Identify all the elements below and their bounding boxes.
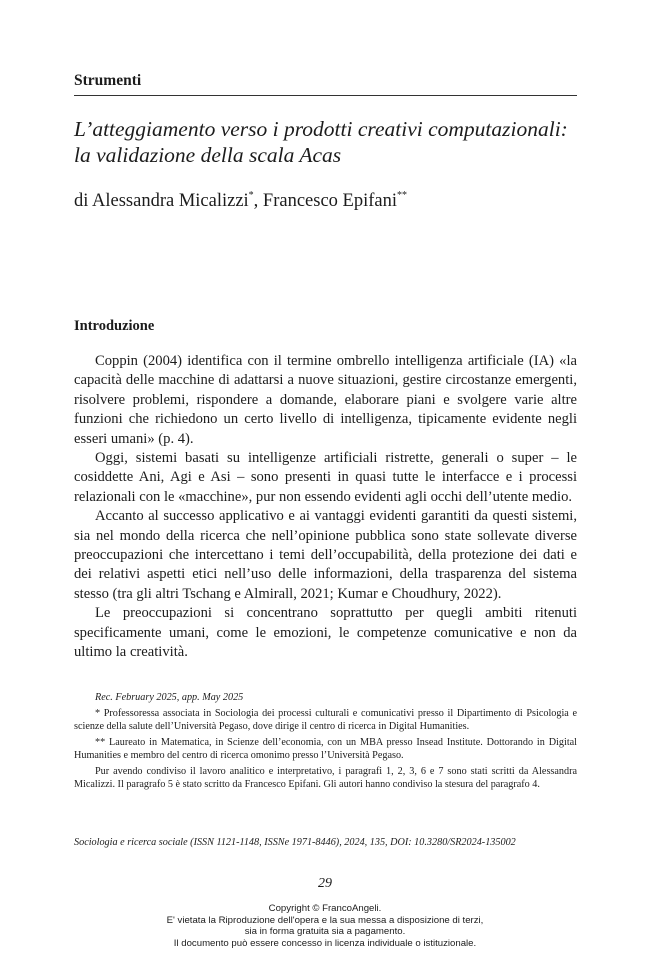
article-authors xyxy=(74,183,407,214)
author-2: Francesco Epifani xyxy=(262,191,397,211)
body-paragraph: Le preoccupazioni si concentrano soprattutto per quegli ambiti ritenuti specificamente umani, come le emozioni, le competenze comunicative e non da ultimo la creatività. xyxy=(74,605,577,661)
header-rule xyxy=(74,95,577,96)
authors-prefix: di xyxy=(74,191,92,211)
intro-body xyxy=(74,352,577,663)
author-1: Alessandra Micalizzi xyxy=(92,191,249,211)
footnotes xyxy=(74,691,577,794)
copyright-line: E' vietata la Riproduzione dell'opera e la sua messa a disposizione di terzi, xyxy=(166,914,484,926)
author-2-footnote-mark: ** xyxy=(397,190,407,201)
copyright-line: sia in forma gratuita sia a pagamento. xyxy=(244,926,406,937)
page-number: 29 xyxy=(318,876,332,891)
copyright-notice xyxy=(0,903,650,949)
article-title: L’atteggiamento verso i prodotti creativi computazionali: la validazione della scala Acas xyxy=(74,117,568,167)
section-label: Strumenti xyxy=(74,72,142,89)
footnote-contributions: Pur avendo condiviso il lavoro analitico e interpretativo, i paragrafi 1, 2, 3, 6 e 7 sono stati scritti da Alessandra Micalizzi. Il paragrafo 5 è stato scritto da Francesco Epifani. Gli autori hanno condiviso la stesura del paragrafo 4. xyxy=(74,766,577,790)
body-paragraph: Oggi, sistemi basati su intelligenze artificiali ristrette, generali o super – le cosiddette Ani, Agi e Asi – sono presenti in quasi tutte le interfacce e i processi relazionali con le «macchine», pur non essendo evidenti agli occhi dell’utente medio. xyxy=(74,450,577,505)
copyright-line: Il documento può essere concesso in licenza individuale o istituzionale. xyxy=(173,937,477,949)
body-paragraph: Coppin (2004) identifica con il termine ombrello intelligenza artificiale (IA) «la capacità delle macchine di adattarsi a nuove situazioni, gestire circostanze emergenti, risolvere problemi, rispondere a domande, elaborare piani e svolgere varie altre funzioni che richiedono un certo livello di intelligenza, tipicamente evidente negli esseri umani» (p. 4). xyxy=(74,353,577,447)
body-paragraph: Accanto al successo applicativo e ai vantaggi evidenti garantiti da questi sistemi, sia nel mondo della ricerca che nell’opinione pubblica sono state sollevate diverse preoccupazioni che intercettano i temi dell’occupabilità, della protezione dei dati e dei relativi aspetti etici nell’uso delle informazioni, della trasparenza del sistema stesso (tra gli altri Tschang e Almirall, 2021; Kumar e Choudhury, 2022). xyxy=(74,508,577,602)
intro-heading: Introduzione xyxy=(74,318,155,334)
footnote-author-2: ** Laureato in Matematica, in Scienze dell’economia, con un MBA presso Insead Institute. Dottorando in Digital Humanities e membro del centro di ricerca omonimo presso l’Università Pegaso. xyxy=(74,737,577,761)
received-dates: Rec. February 2025, app. May 2025 xyxy=(95,692,244,703)
journal-citation: Sociologia e ricerca sociale (ISSN 1121-1148, ISSNe 1971-8446), 2024, 135, DOI: 10.3280/SR2024-135002 xyxy=(74,837,516,848)
copyright-line: Copyright © FrancoAngeli. xyxy=(268,903,382,914)
footnote-author-1: * Professoressa associata in Sociologia dei processi culturali e comunicativi presso il Dipartimento di Psicologia e scienze della salute dell’Università Pegaso, dove dirige il centro di ricerca in Digital Humanities. xyxy=(74,708,577,732)
author-1-footnote-mark: * xyxy=(248,190,254,201)
authors-separator: , xyxy=(253,191,263,211)
